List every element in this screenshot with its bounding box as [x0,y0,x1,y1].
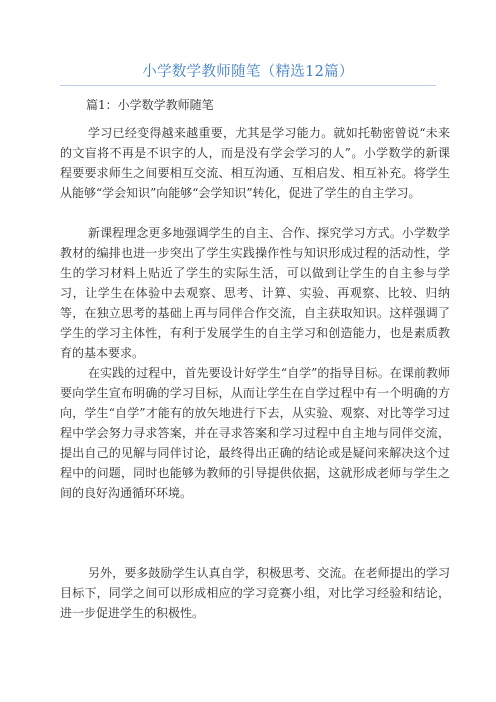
body-paragraph: 学习已经变得越来越重要，尤其是学习能力。就如托勒密曾说“未来的文盲将不再是不识字的人，而是没有学会学习的人”。小学数学的新课程要要求师生之间要相互交流、相互沟通、互相启发、相互补充。将学生从能够“学会知识”向能够“会学知识”转化，促进了学生的自主学习。 [60,126,450,200]
title-divider [60,85,436,86]
body-paragraph: 另外，要多鼓励学生认真自学，积极思考、交流。在老师提出的学习目标下，同学之间可以形成相应的学习竞赛小组，对比学习经验和结论，进一步促进学生的积极性。 [60,566,450,620]
body-paragraph: 在实践的过程中，首先要设计好学生“自学”的指导目标。在课前教师要向学生宣布明确的学习目标，从而让学生在自学过程中有一个明确的方向，学生“自学”才能有的放矢地进行下去，从实验、观察、对比等学习过程中学会努力寻求答案，并在寻求答案和学习过程中自主地与同伴交流，提出自己的见解与同伴讨论，最终得出正确的结论或是疑问来解决这个过程中的问题，同时也能够为教师的引导提供依据，这就形成老师与学生之间的良好沟通循环环境。 [60,366,450,500]
section-heading: 篇1：小学数学教师随笔 [86,98,214,112]
document-title: 小学数学教师随笔（精选12篇） [142,64,354,80]
body-paragraph: 新课程理念更多地强调学生的自主、合作、探究学习方式。小学数学教材的编排也进一步突出了学生实践操作性与知识形成过程的活动性，学生的学习材料上贴近了学生的实际生活，可以做到让学生的自主参与学习，让学生在体验中去观察、思考、计算、实验、再观察、比较、归纳等，在独立思考的基础上再与同伴合作交流，自主获取知识。这样强调了学生的学习主体性，有利于发展学生的自主学习和创造能力，也是素质教育的基本要求。 [60,226,450,360]
